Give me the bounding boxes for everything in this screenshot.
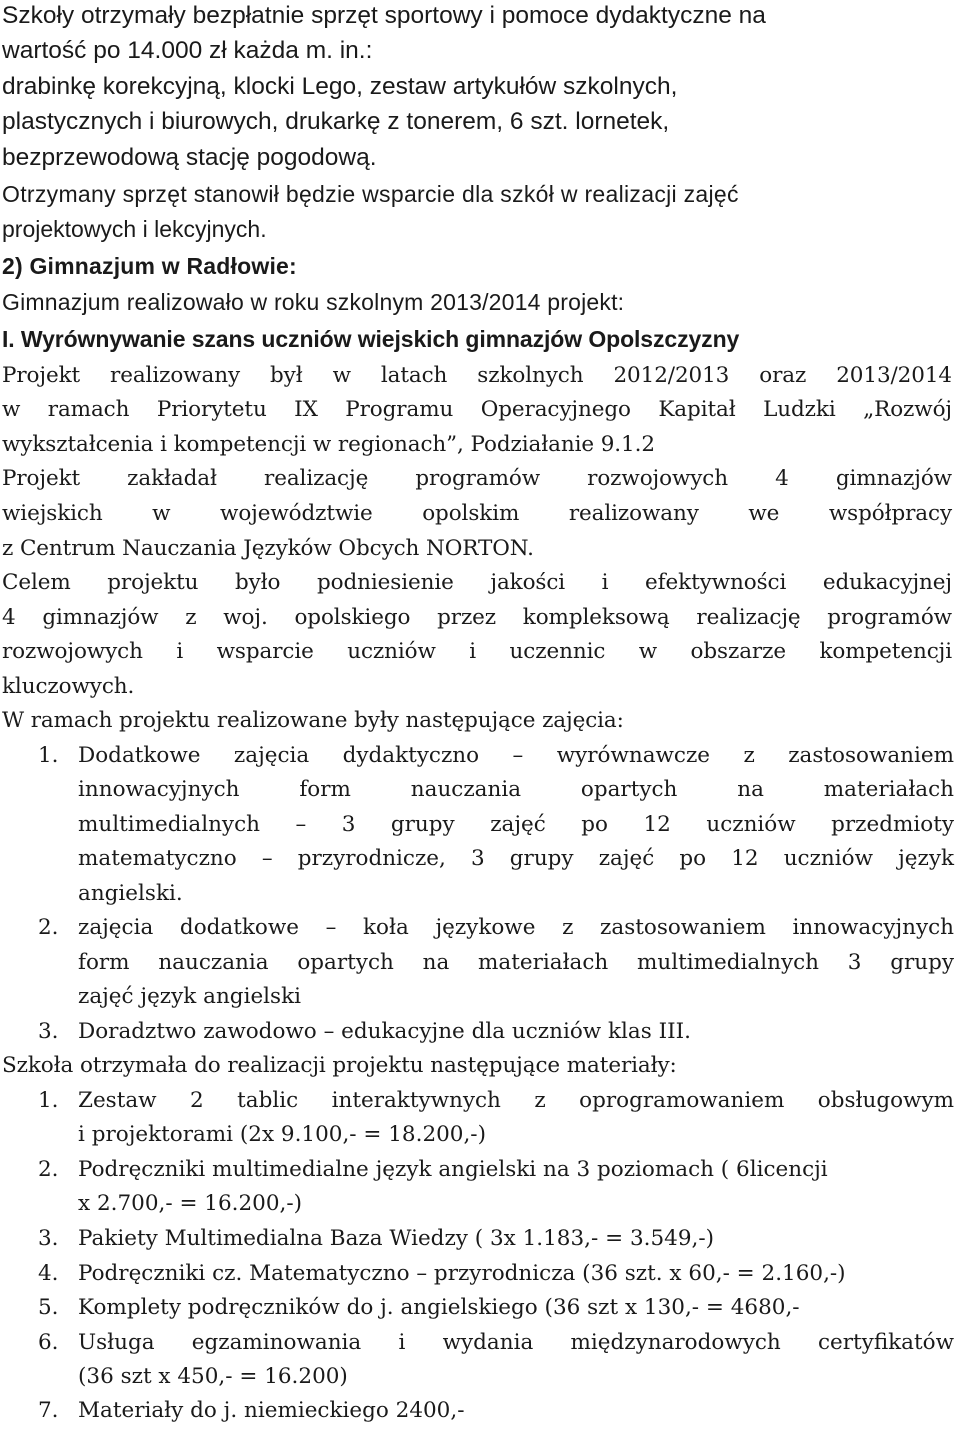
list-item-line: Dodatkowe zajęcia dydaktyczno – wyrównawcze z zastosowaniem bbox=[78, 743, 954, 768]
list-number: 2. bbox=[38, 915, 59, 940]
paragraph-line: kluczowych. bbox=[2, 674, 135, 699]
list-item-line: zajęć język angielski bbox=[78, 984, 301, 1009]
list-intro: W ramach projektu realizowane były następujące zajęcia: bbox=[2, 708, 624, 733]
list-number: 3. bbox=[38, 1019, 59, 1044]
list-number: 2. bbox=[38, 1157, 59, 1182]
list-number: 4. bbox=[38, 1261, 59, 1286]
list-item-line: multimedialnych – 3 grupy zajęć po 12 uczniów przedmioty bbox=[78, 812, 954, 837]
list-item-line: angielski. bbox=[78, 881, 183, 906]
list-item-line: x 2.700,- = 16.200,-) bbox=[78, 1191, 303, 1216]
paragraph-line: Projekt realizowany był w latach szkolnych 2012/2013 oraz 2013/2014 bbox=[2, 363, 952, 388]
paragraph-line: wiejskich w województwie opolskim realizowany we współpracy bbox=[2, 501, 952, 526]
list-item-line: Usługa egzaminowania i wydania międzynarodowych certyfikatów bbox=[78, 1330, 954, 1355]
list-item-line: zajęcia dodatkowe – koła językowe z zastosowaniem innowacyjnych bbox=[78, 915, 954, 940]
list-number: 1. bbox=[38, 1088, 59, 1113]
paragraph-line: Celem projektu było podniesienie jakości i efektywności edukacyjnej bbox=[2, 570, 952, 595]
list-item-line: matematyczno – przyrodnicze, 3 grupy zajęć po 12 uczniów język bbox=[78, 846, 954, 871]
list-item-line: Doradztwo zawodowo – edukacyjne dla uczniów klas III. bbox=[78, 1019, 691, 1044]
list-item-line: Komplety podręczników do j. angielskiego (36 szt x 130,- = 4680,- bbox=[78, 1295, 800, 1320]
list-intro: Szkoła otrzymała do realizacji projektu następujące materiały: bbox=[2, 1053, 677, 1078]
paragraph-line: z Centrum Nauczania Języków Obcych NORTON. bbox=[2, 536, 534, 561]
paragraph-line: rozwojowych i wsparcie uczniów i uczennic w obszarze kompetencji bbox=[2, 639, 952, 664]
text-line: plastycznych i biurowych, drukarkę z tonerem, 6 szt. lornetek, bbox=[2, 108, 670, 135]
list-item-line: Podręczniki cz. Matematyczno – przyrodnicza (36 szt. x 60,- = 2.160,-) bbox=[78, 1261, 846, 1286]
section-heading: 2) Gimnazjum w Radłowie: bbox=[2, 253, 297, 279]
text-line: drabinkę korekcyjną, klocki Lego, zestaw artykułów szkolnych, bbox=[2, 73, 678, 100]
list-number: 5. bbox=[38, 1295, 59, 1320]
list-item-line: Materiały do j. niemieckiego 2400,- bbox=[78, 1398, 465, 1423]
list-item-line: (36 szt x 450,- = 16.200) bbox=[78, 1364, 348, 1389]
list-item-line: Zestaw 2 tablic interaktywnych z oprogramowaniem obsługowym bbox=[78, 1088, 954, 1113]
paragraph-line: w ramach Priorytetu IX Programu Operacyjnego Kapitał Ludzki „Rozwój bbox=[2, 397, 952, 422]
text-line: Otrzymany sprzęt stanowił będzie wsparcie dla szkół w realizacji zajęć bbox=[2, 181, 739, 207]
list-item-line: Pakiety Multimedialna Baza Wiedzy ( 3x 1.183,- = 3.549,-) bbox=[78, 1226, 714, 1251]
list-number: 3. bbox=[38, 1226, 59, 1251]
list-item-line: i projektorami (2x 9.100,- = 18.200,-) bbox=[78, 1122, 486, 1147]
list-number: 1. bbox=[38, 743, 59, 768]
text-line: bezprzewodową stację pogodową. bbox=[2, 144, 377, 171]
text-line: Szkoły otrzymały bezpłatnie sprzęt sportowy i pomoce dydaktyczne na bbox=[2, 2, 766, 29]
list-item-line: form nauczania opartych na materiałach multimedialnych 3 grupy bbox=[78, 950, 954, 975]
list-number: 6. bbox=[38, 1330, 59, 1355]
text-line: projektowych i lekcyjnych. bbox=[2, 216, 267, 242]
list-item-line: Podręczniki multimedialne język angielski na 3 poziomach ( 6licencji bbox=[78, 1157, 828, 1182]
list-item-line: innowacyjnych form nauczania opartych na materiałach bbox=[78, 777, 954, 802]
text-line: wartość po 14.000 zł każda m. in.: bbox=[2, 37, 373, 64]
paragraph-line: wykształcenia i kompetencji w regionach”, Podziałanie 9.1.2 bbox=[2, 432, 655, 457]
list-number: 7. bbox=[38, 1398, 59, 1423]
project-title: I. Wyrównywanie szans uczniów wiejskich gimnazjów Opolszczyzny bbox=[2, 326, 740, 352]
text-line: Gimnazjum realizowało w roku szkolnym 2013/2014 projekt: bbox=[2, 289, 625, 315]
paragraph-line: 4 gimnazjów z woj. opolskiego przez kompleksową realizację programów bbox=[2, 605, 952, 630]
paragraph-line: Projekt zakładał realizację programów rozwojowych 4 gimnazjów bbox=[2, 466, 952, 491]
